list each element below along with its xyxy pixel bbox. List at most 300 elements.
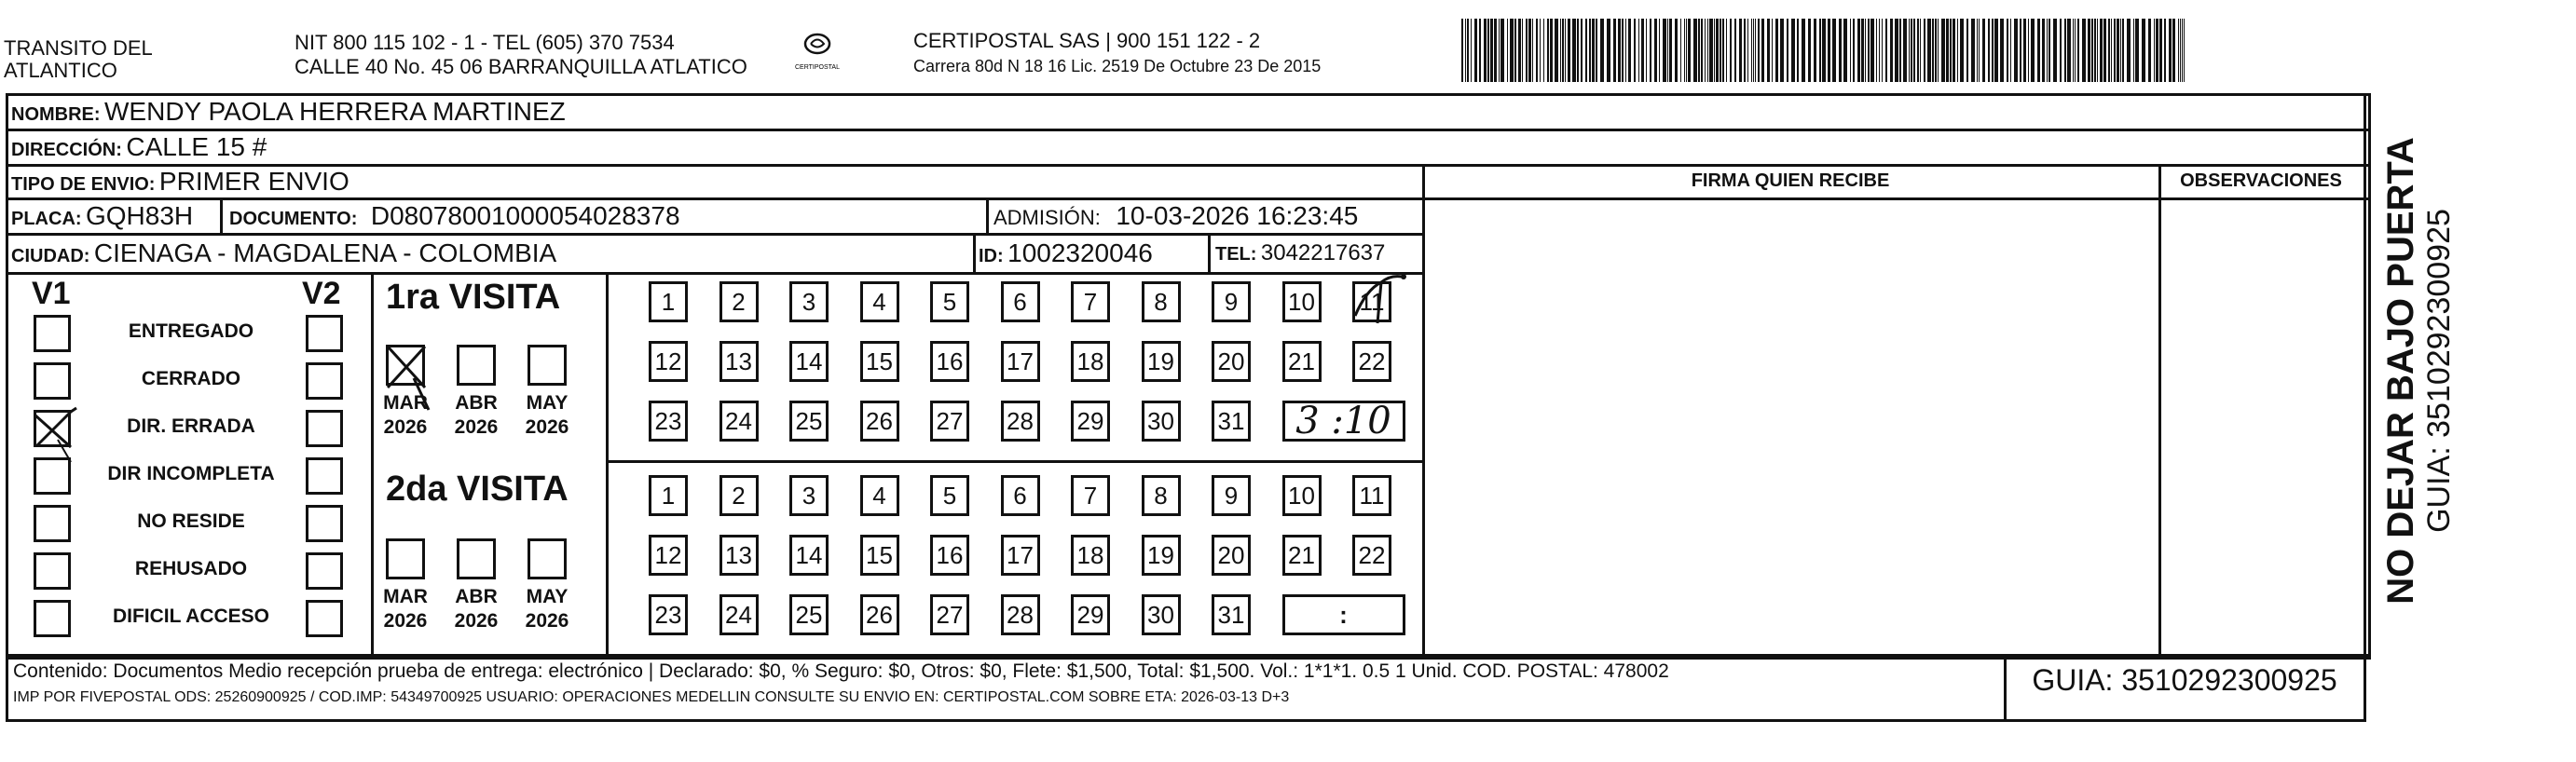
month-year: 2026 [383,416,428,438]
day-number: 7 [1083,481,1098,510]
month-name: MAY [526,392,569,414]
day-number: 16 [936,540,964,569]
barcode-bar [1581,19,1583,82]
barcode-bar [1802,19,1805,82]
admission-value: 10-03-2026 16:23:45 [1116,201,1359,230]
barcode-bar [2172,19,2175,82]
day-box[interactable] [649,475,688,516]
day-number: 6 [1013,287,1027,316]
time-box[interactable] [1282,594,1405,635]
document-cell [229,201,680,231]
barcode-bar [2178,19,2179,82]
barcode-bar [1966,19,1968,82]
plate-label: PLACA: [11,209,82,229]
day-number: 20 [1217,347,1245,375]
day-box[interactable] [719,535,759,576]
barcode-bar [1707,19,1708,82]
barcode-bar [2007,19,2008,82]
day-number: 17 [1007,347,1034,375]
day-number: 8 [1154,481,1168,510]
day-box[interactable] [930,281,969,322]
barcode-bar [2077,19,2079,82]
barcode-bar [2135,19,2139,82]
day-box[interactable] [719,475,759,516]
certipostal-info: CERTIPOSTAL SAS | 900 151 122 - 2 [913,29,1261,52]
barcode-bar [1739,19,1742,82]
barcode-bar [1709,19,1713,82]
day-box[interactable] [1352,535,1391,576]
barcode-bar [1977,19,1978,82]
day-number: 19 [1147,540,1174,569]
barcode-bar [1808,19,1811,82]
barcode-bar [2091,19,2093,82]
day-number: 26 [866,406,893,435]
v1-checkbox[interactable] [34,410,71,447]
day-number: 23 [654,406,682,435]
day-number: 21 [1288,540,1315,569]
barcode-bar [1895,19,1898,82]
barcode-bar [1917,19,1919,82]
v2-checkbox[interactable] [306,600,343,637]
status-option-label: NO RESIDE [137,510,245,532]
admission-label: ADMISIÓN: [993,206,1101,229]
recipient-address: CALLE 15 # [126,132,267,161]
barcode-bar [2169,19,2172,82]
month-checkbox[interactable] [457,345,496,386]
barcode-bar [1465,19,1466,82]
barcode-bar [1461,19,1463,82]
barcode-bar [2117,19,2119,82]
month-year: 2026 [454,610,499,632]
day-box[interactable] [1282,341,1322,382]
barcode-bar [1950,19,1952,82]
observations-header: OBSERVACIONES [2180,170,2342,191]
barcode-bar [1560,19,1561,82]
barcode-bar [1654,19,1657,82]
day-number: 28 [1007,406,1034,435]
day-box[interactable] [1001,475,1040,516]
day-box[interactable] [649,594,688,635]
barcode-bar [2073,19,2074,82]
barcode-bar [2164,19,2166,82]
day-number: 11 [1359,287,1385,316]
barcode-bar [2023,19,2026,82]
footer-guide-number: GUIA: 3510292300925 [2032,663,2337,697]
barcode-bar [1650,19,1651,82]
day-number: 18 [1076,540,1104,569]
barcode-bar [1514,19,1516,82]
time-separator: : [1339,600,1348,629]
day-box[interactable] [649,401,688,442]
certipostal-logo [792,30,843,77]
day-number: 12 [654,347,682,375]
day-box[interactable] [1142,594,1181,635]
barcode-bar [1499,19,1500,82]
v2-checkbox[interactable] [306,315,343,352]
day-number: 17 [1007,540,1034,569]
barcode-bar [1932,19,1934,82]
day-number: 1 [661,287,676,316]
barcode-bar [1716,19,1719,82]
barcode-bar [1791,19,1795,82]
day-box[interactable] [860,281,899,322]
day-box[interactable] [789,594,829,635]
day-number: 26 [866,600,893,629]
day-box[interactable] [789,475,829,516]
day-number: 25 [795,406,823,435]
barcode-bar [2094,19,2096,82]
barcode-bar [1751,19,1752,82]
day-number: 1 [661,481,676,510]
x-mark-icon [34,410,71,447]
day-box[interactable] [649,535,688,576]
v2-checkbox[interactable] [306,410,343,447]
day-box[interactable] [930,535,969,576]
month-name: MAR [383,392,428,414]
barcode-bar [1775,19,1778,82]
barcode-bar [1572,19,1576,82]
day-number: 27 [936,600,964,629]
barcode-bar [1659,19,1660,82]
day-box[interactable] [930,594,969,635]
v1-checkbox[interactable] [34,505,71,542]
barcode-bar [1628,19,1631,82]
day-box[interactable] [1142,341,1181,382]
day-box[interactable] [649,341,688,382]
barcode-bar [1890,19,1893,82]
recipient-name: WENDY PAOLA HERRERA MARTINEZ [104,97,566,126]
day-box[interactable] [1212,535,1251,576]
barcode-bar [1946,19,1949,82]
day-box[interactable] [1001,281,1040,322]
barcode-bar [1797,19,1799,82]
day-number: 21 [1288,347,1315,375]
status-option-label: DIR INCOMPLETA [107,463,275,484]
barcode-bar [2148,19,2151,82]
barcode-bar [1693,19,1697,82]
day-box[interactable] [860,535,899,576]
day-box[interactable] [1352,341,1391,382]
month-year: 2026 [525,416,569,438]
day-box[interactable] [789,535,829,576]
status-option-label: DIR. ERRADA [127,415,255,437]
barcode-bar [1518,19,1521,82]
barcode-bar [1684,19,1685,82]
month-label [377,391,434,440]
barcode-bar [2184,19,2185,82]
day-number: 4 [872,287,886,316]
barcode-bar [1577,19,1579,82]
day-box[interactable] [1071,475,1110,516]
city-cell [11,238,556,268]
id-label: ID: [979,246,1004,266]
day-box[interactable] [789,341,829,382]
barcode-bar [1663,19,1666,82]
day-box[interactable] [860,401,899,442]
check-scribble-icon [1350,273,1405,329]
day-box[interactable] [1001,535,1040,576]
side-guide-number: GUIA: 3510292300925 [2421,209,2457,533]
barcode-bar [2060,19,2062,82]
barcode-bar [1979,19,1980,82]
content-details: Contenido: Documentos Medio recepción prueba de entrega: electrónico | Declarado: $0, % Seguro: $0, Otros: $0, Flete: $1,500, Total: $1,500. Vol.: 1*1*1. 0.5 1 Unid. COD. POSTAL: 478002 [13,660,1669,682]
v1-checkbox[interactable] [34,600,71,637]
barcode-bar [2075,19,2076,82]
shipment-type-label: TIPO DE ENVIO: [11,174,156,195]
barcode-bar [1722,19,1724,82]
day-box[interactable] [1071,401,1110,442]
day-box[interactable] [649,281,688,322]
tel-label: TEL: [1215,244,1257,265]
tel-value: 3042217637 [1260,240,1386,265]
day-number: 27 [936,406,964,435]
barcode-bar [1913,19,1915,82]
day-box[interactable] [1142,281,1181,322]
barcode-bar [1941,19,1945,82]
barcode-bar [1772,19,1773,82]
barcode [1461,19,2188,82]
barcode-bar [1522,19,1523,82]
barcode-bar [1911,19,1912,82]
day-number: 9 [1224,481,1239,510]
v1-checkbox[interactable] [34,362,71,400]
day-box[interactable] [860,594,899,635]
day-number: 29 [1076,406,1104,435]
day-box[interactable] [719,341,759,382]
day-box[interactable] [1352,281,1391,322]
month-label [518,391,576,440]
barcode-bar [1487,19,1489,82]
barcode-bar [1730,19,1732,82]
barcode-bar [1526,19,1528,82]
barcode-bar [1734,19,1736,82]
barcode-bar [1899,19,1901,82]
status-option-label: DIFICIL ACCESO [112,606,269,627]
logo-icon [792,30,843,73]
barcode-bar [2028,19,2029,82]
barcode-bar [1565,19,1566,82]
barcode-bar [1767,19,1770,82]
day-number: 23 [654,600,682,629]
barcode-bar [1938,19,1939,82]
certipostal-license: Carrera 80d N 18 16 Lic. 2519 De Octubre 23 De 2015 [913,57,1322,75]
day-box[interactable] [1071,594,1110,635]
barcode-bar [1924,19,1925,82]
v2-checkbox[interactable] [306,362,343,400]
barcode-bar [1870,19,1874,82]
barcode-bar [1882,19,1883,82]
barcode-bar [1755,19,1756,82]
barcode-bar [1839,19,1842,82]
barcode-bar [1857,19,1860,82]
barcode-bar [2180,19,2181,82]
month-checkbox[interactable] [386,538,425,579]
barcode-bar [1988,19,1990,82]
month-checkbox[interactable] [386,345,425,386]
day-number: 13 [725,347,752,375]
barcode-bar [2048,19,2050,82]
barcode-bar [1510,19,1514,82]
day-box[interactable] [1071,281,1110,322]
day-box[interactable] [860,475,899,516]
day-number: 3 [802,481,816,510]
barcode-bar [1992,19,1994,82]
city-value: CIENAGA - MAGDALENA - COLOMBIA [93,238,557,267]
month-label [447,391,505,440]
day-box[interactable] [860,341,899,382]
barcode-bar [2067,19,2071,82]
barcode-bar [1592,19,1595,82]
day-box[interactable] [1212,401,1251,442]
day-number: 8 [1154,287,1168,316]
day-box[interactable] [1142,475,1181,516]
sender-address: CALLE 40 No. 45 06 BARRANQUILLA ATLATICO [295,55,747,78]
v1-label: V1 [32,276,71,311]
day-box[interactable] [1071,341,1110,382]
day-number: 31 [1217,406,1245,435]
barcode-bar [1885,19,1887,82]
admission-cell [993,201,1358,231]
barcode-bar [2100,19,2103,82]
day-box[interactable] [719,281,759,322]
barcode-bar [1479,19,1481,82]
status-option-label: ENTREGADO [128,320,254,342]
day-number: 20 [1217,540,1245,569]
barcode-bar [2122,19,2124,82]
day-box[interactable] [1001,594,1040,635]
barcode-bar [1714,19,1715,82]
barcode-bar [2133,19,2134,82]
day-number: 9 [1224,287,1239,316]
day-box[interactable] [930,401,969,442]
barcode-bar [1547,19,1549,82]
day-box[interactable] [1282,535,1322,576]
barcode-bar [1555,19,1558,82]
day-box[interactable] [789,401,829,442]
day-number: 5 [942,287,957,316]
barcode-bar [1761,19,1764,82]
day-number: 24 [725,600,752,629]
day-box[interactable] [1071,535,1110,576]
barcode-bar [1484,19,1487,82]
barcode-bar [2042,19,2045,82]
barcode-bar [2114,19,2116,82]
day-box[interactable] [1212,475,1251,516]
day-box[interactable] [1212,281,1251,322]
day-number: 4 [872,481,886,510]
barcode-bar [2047,19,2048,82]
barcode-bar [2103,19,2106,82]
month-label [518,585,576,633]
day-box[interactable] [1001,341,1040,382]
id-cell [979,238,1153,268]
time-box[interactable] [1282,401,1405,442]
day-number: 15 [866,540,893,569]
day-number: 30 [1147,406,1174,435]
day-box[interactable] [1212,594,1251,635]
barcode-bar [1953,19,1955,82]
barcode-bar [1994,19,1998,82]
sender-nit: NIT 800 115 102 - 1 - TEL (605) 370 7534 [295,31,675,54]
day-box[interactable] [719,594,759,635]
day-box[interactable] [719,401,759,442]
barcode-bar [1646,19,1647,82]
day-box[interactable] [1142,401,1181,442]
month-year: 2026 [525,610,569,632]
day-box[interactable] [930,475,969,516]
barcode-bar [1753,19,1754,82]
day-box[interactable] [1142,535,1181,576]
address-row [11,132,267,162]
barcode-bar [1528,19,1531,82]
document-value: D08078001000054028378 [370,201,680,230]
month-checkbox[interactable] [528,538,567,579]
barcode-bar [2064,19,2066,82]
x-mark-icon [386,345,425,386]
day-box[interactable] [1352,475,1391,516]
barcode-bar [1720,19,1721,82]
shipment-type-row [11,167,349,197]
barcode-bar [1589,19,1591,82]
barcode-bar [1822,19,1826,82]
barcode-bar [2031,19,2035,82]
barcode-bar [2127,19,2131,82]
barcode-bar [2000,19,2004,82]
barcode-bar [1960,19,1964,82]
barcode-bar [2142,19,2145,82]
v1-checkbox[interactable] [34,552,71,590]
day-box[interactable] [1282,475,1322,516]
month-name: MAR [383,586,428,607]
barcode-bar [2088,19,2090,82]
month-name: MAY [526,586,569,607]
month-checkbox[interactable] [528,345,567,386]
id-value: 1002320046 [1007,238,1153,267]
v2-checkbox[interactable] [306,552,343,590]
barcode-bar [1667,19,1668,82]
barcode-bar [2053,19,2057,82]
day-box[interactable] [1282,281,1322,322]
sender-name-line2: ATLANTICO [4,59,117,82]
day-box[interactable] [1212,341,1251,382]
v1-checkbox[interactable] [34,315,71,352]
day-box[interactable] [930,341,969,382]
day-number: 6 [1013,481,1027,510]
barcode-bar [1747,19,1748,82]
barcode-bar [2120,19,2121,82]
barcode-bar [1861,19,1864,82]
month-name: ABR [455,392,498,414]
name-row [11,97,566,127]
month-checkbox[interactable] [457,538,496,579]
barcode-bar [2108,19,2110,82]
status-option-label: REHUSADO [134,558,248,579]
v2-checkbox[interactable] [306,505,343,542]
day-box[interactable] [789,281,829,322]
barcode-bar [1828,19,1830,82]
barcode-bar [1680,19,1681,82]
day-number: 13 [725,540,752,569]
v1-checkbox[interactable] [34,457,71,495]
svg-text:CERTIPOSTAL: CERTIPOSTAL [795,64,840,71]
barcode-bar [1957,19,1958,82]
day-box[interactable] [1001,401,1040,442]
barcode-bar [1726,19,1727,82]
barcode-bar [2154,19,2155,82]
v2-checkbox[interactable] [306,457,343,495]
barcode-bar [1920,19,1921,82]
barcode-bar [1675,19,1678,82]
